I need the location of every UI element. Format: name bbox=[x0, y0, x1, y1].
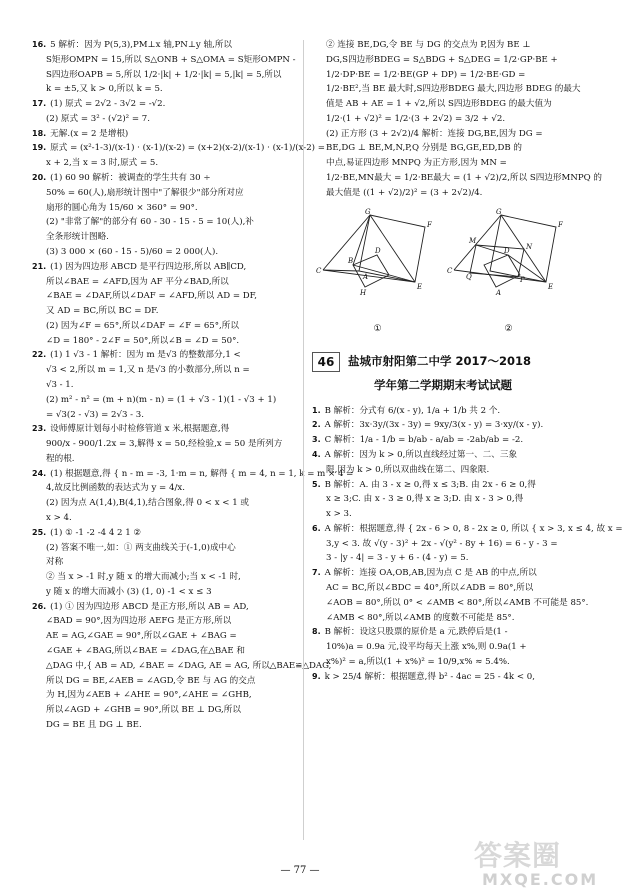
line-text: B 解析：设这只股票的原价是 a 元,跌停后是(1 - bbox=[324, 627, 508, 638]
line-text: 扇形的圆心角为 15/60 × 360° = 90°. bbox=[46, 202, 198, 213]
line-text: A 解析：连接 OA,OB,AB,因为点 C 是 AB 的中点,所以 bbox=[324, 568, 537, 579]
svg-text:C: C bbox=[447, 266, 453, 275]
line-text: 程的根. bbox=[46, 453, 75, 464]
line-text: (1) 因为四边形 ABCD 是平行四边形,所以 AB∥CD, bbox=[50, 261, 247, 272]
line-text: 值是 AB + AE = 1 + √2,所以 S四边形BDEG 的最大值为 bbox=[326, 99, 552, 110]
line-text: △DAG 中,{ AB = AD, ∠BAE = ∠DAG, AE = AG, 所以△BAE≌△DAG, bbox=[46, 660, 332, 671]
text-line bbox=[32, 408, 294, 423]
line-text: (1) 根据题意,得 { n - m = -3, 1·m = n, 解得 { m = 4, n = 1, k = m × 4 = bbox=[50, 468, 354, 479]
text-line bbox=[32, 156, 294, 171]
line-text: S四边形OAPB = 5,所以 1/2·|k| + 1/2·|k| = 5,|k| = 5,所以 bbox=[46, 69, 282, 80]
question-number: 3. bbox=[312, 435, 321, 445]
svg-text:H: H bbox=[360, 288, 367, 297]
text-line bbox=[312, 171, 602, 186]
line-text: 1/2·DP·BE = 1/2·BE(GP + DP) = 1/2·BE·GD = bbox=[326, 69, 526, 80]
line-text: DG,S四边形BDEG = S△BDG + S△DEG = 1/2·GP·BE + bbox=[326, 54, 558, 65]
line-text: (2) 原式 = 3² - (√2)² = 7. bbox=[46, 113, 150, 124]
text-line bbox=[32, 570, 294, 585]
section-header bbox=[312, 352, 574, 372]
question-number: 5. bbox=[312, 479, 321, 489]
text-line bbox=[32, 644, 294, 659]
text-line bbox=[312, 82, 581, 97]
line-text: A 解析：根据题意,得 { 2x - 6 > 0, 8 - 2x ≥ 0, 所以 { x > 3, x ≤ 4, 故 x = bbox=[324, 523, 623, 534]
question-number: 1. bbox=[312, 405, 321, 415]
svg-text:F: F bbox=[558, 220, 563, 229]
text-line bbox=[32, 600, 294, 615]
line-text: 3 - |y - 4| = 3 - y + 6 - (4 - y) = 5. bbox=[326, 553, 469, 564]
text-line bbox=[32, 378, 294, 393]
line-text: y 随 x 的增大而减小 (3) (1, 0) -1 < x ≤ 3 bbox=[46, 586, 212, 597]
line-text: x ≥ 3;C. 由 x - 3 ≥ 0,得 x ≥ 3;D. 由 x - 3 > 0,得 bbox=[326, 494, 524, 505]
question-number: 21. bbox=[32, 261, 47, 271]
line-text: (2) 正方形 (3 + 2√2)/4 解析：连接 DG,BE,因为 DG = bbox=[326, 128, 543, 139]
watermark-url: MXQE.COM bbox=[482, 870, 599, 889]
line-text: x + 2,当 x = 3 时,原式 = 5. bbox=[46, 158, 159, 169]
svg-text:C: C bbox=[316, 266, 322, 275]
line-text: (2) 因为∠F = 65°,所以∠DAF = ∠F = 65°,所以 bbox=[46, 320, 239, 331]
text-line bbox=[32, 659, 332, 674]
svg-text:A: A bbox=[363, 272, 369, 281]
svg-text:G: G bbox=[365, 207, 371, 216]
line-text: 1/2·BE,MN最大 = 1/2·BE最大 = (1 + √2)/2,所以 S四边形MNPQ 的 bbox=[326, 173, 602, 184]
line-text: 所以∠BAE = ∠AFD,因为 AF 平分∠BAD,所以 bbox=[46, 276, 229, 287]
text-line bbox=[312, 611, 574, 626]
square-geometry-diagram-1 bbox=[315, 207, 440, 317]
text-line bbox=[312, 112, 574, 127]
line-text: (2) 因为点 A(1,4),B(4,1),结合图象,得 0 < x < 1 或 bbox=[46, 498, 250, 509]
text-line bbox=[32, 526, 294, 541]
text-line bbox=[312, 625, 574, 640]
line-text: (1) 60 90 解析：被调查的学生共有 30 ÷ bbox=[50, 173, 211, 184]
text-line bbox=[312, 478, 574, 493]
right-column bbox=[312, 38, 623, 684]
text-line bbox=[32, 68, 294, 83]
line-text: 5 解析：因为 P(5,3),PM⊥x 轴,PN⊥y 轴,所以 bbox=[50, 40, 233, 50]
page-number: — 77 — bbox=[280, 865, 320, 876]
text-line bbox=[32, 141, 325, 156]
line-text: ∠BAE = ∠DAF,所以∠DAF = ∠AFD,所以 AD = DF, bbox=[46, 291, 258, 302]
figure-1-caption: ① bbox=[373, 324, 382, 335]
text-line bbox=[312, 404, 574, 419]
text-line bbox=[32, 245, 294, 260]
svg-text:N: N bbox=[526, 242, 533, 251]
section-title-line2: 学年第二学期期末考试试题 bbox=[374, 377, 512, 392]
svg-text:M: M bbox=[469, 236, 477, 245]
line-text: 最大值是 ((1 + √2)/2)² = (3 + 2√2)/4. bbox=[326, 187, 483, 198]
line-text: A 解析：因为 k > 0,所以直线经过第一、二、三象 bbox=[324, 449, 518, 460]
text-line bbox=[32, 82, 294, 97]
line-text: 900/x - 900/1.2x = 3,解得 x = 50,经检验,x = 50 是所列方 bbox=[46, 439, 283, 450]
line-text: k = ±5,又 k > 0,所以 k = 5. bbox=[46, 84, 163, 95]
line-text: (1) 1 √3 - 1 解析：因为 m 是√3 的整数部分,1 < bbox=[50, 350, 241, 361]
text-line bbox=[312, 156, 574, 171]
line-text: k > 25/4 解析：根据题意,得 b² - 4ac = 25 - 4k < 0, bbox=[324, 671, 535, 682]
line-text: 限,因为 k > 0,所以双曲线在第二、四象限. bbox=[326, 464, 490, 475]
line-text: (2) 答案不唯一,如：① 两支曲线关于(-1,0)成中心 bbox=[46, 542, 236, 553]
line-text: √3 < 2,所以 m = 1,又 n 是√3 的小数部分,所以 n = bbox=[46, 365, 250, 376]
right-column-bottom bbox=[312, 404, 623, 685]
svg-text:E: E bbox=[548, 282, 554, 291]
text-line bbox=[32, 674, 294, 689]
text-line bbox=[32, 614, 294, 629]
text-line bbox=[32, 511, 294, 526]
text-line bbox=[312, 463, 574, 478]
text-line bbox=[312, 97, 574, 112]
right-column-top bbox=[312, 38, 602, 201]
figure-1 bbox=[315, 207, 440, 338]
svg-text:D: D bbox=[375, 246, 381, 255]
text-line bbox=[32, 629, 294, 644]
text-line bbox=[32, 541, 294, 556]
svg-text:G: G bbox=[496, 207, 502, 216]
text-line bbox=[312, 640, 574, 655]
column-divider bbox=[303, 40, 304, 840]
question-number: 23. bbox=[32, 424, 47, 434]
text-line bbox=[32, 363, 294, 378]
line-text: C 解析：1/a - 1/b = b/ab - a/ab = -2ab/ab = -2. bbox=[324, 435, 524, 446]
text-line bbox=[32, 422, 294, 437]
text-line bbox=[312, 433, 574, 448]
text-line bbox=[32, 215, 294, 230]
text-line bbox=[312, 655, 574, 670]
text-line bbox=[312, 448, 574, 463]
text-line bbox=[32, 452, 294, 467]
text-line bbox=[312, 670, 574, 685]
question-number: 2. bbox=[312, 420, 321, 430]
line-text: AE = AG,∠GAE = 90°,所以∠GAE + ∠BAG = bbox=[46, 631, 237, 642]
text-line bbox=[312, 522, 623, 537]
line-text: ∠GAE + ∠BAG,所以∠BAE = ∠DAG,在△BAE 和 bbox=[46, 646, 245, 657]
text-line bbox=[312, 537, 574, 552]
watermark-logo bbox=[474, 832, 599, 889]
question-number: 19. bbox=[32, 143, 47, 153]
line-text: (1) 原式 = 2√2 - 3√2 = -√2. bbox=[50, 99, 166, 110]
text-line bbox=[312, 581, 574, 596]
line-text: ∠BAD = 90°,因为四边形 AEFG 是正方形,所以 bbox=[46, 616, 232, 627]
text-line bbox=[312, 551, 574, 566]
line-text: (2) m² - n² = (m + n)(m - n) = (1 + √3 - 1)(1 - √3 + 1) bbox=[46, 394, 277, 405]
line-text: 无解.(x = 2 是增根) bbox=[50, 128, 129, 139]
question-number: 20. bbox=[32, 173, 47, 183]
line-text: ∠AMB < 80°,所以∠AMB 的度数不可能是 85°. bbox=[326, 612, 515, 623]
svg-text:A: A bbox=[496, 288, 502, 297]
line-text: 所以∠AGD + ∠GHB = 90°,所以 BE ⊥ DG,所以 bbox=[46, 705, 241, 716]
line-text: 10%)a = 0.9a 元,设平均每天上涨 x%,则 0.9a(1 + bbox=[326, 642, 527, 653]
text-line bbox=[32, 97, 294, 112]
text-line bbox=[32, 304, 294, 319]
line-text: x%)² = a,所以(1 + x%)² = 10/9,x% ≈ 5.4%. bbox=[326, 656, 510, 667]
line-text: B 解析：A. 由 3 - x ≥ 0,得 x ≤ 3;B. 由 2x - 6 ≥ 0,得 bbox=[324, 479, 536, 490]
text-line bbox=[312, 492, 574, 507]
text-line bbox=[312, 53, 574, 68]
svg-text:B: B bbox=[348, 256, 354, 265]
line-text: ∠D = 180° - 2∠F = 50°,所以∠B = ∠D = 50°. bbox=[46, 335, 240, 346]
watermark-text: 答案圈 bbox=[474, 839, 562, 872]
text-line bbox=[312, 38, 574, 53]
line-text: DG = BE 且 DG ⊥ BE. bbox=[46, 719, 142, 730]
text-line bbox=[32, 496, 294, 511]
line-text: BE,DG ⊥ BE,M,N,P,Q 分别是 BG,GE,ED,DB 的 bbox=[326, 143, 522, 154]
line-text: x > 4. bbox=[46, 513, 72, 523]
text-line bbox=[32, 289, 294, 304]
svg-text:E: E bbox=[417, 282, 423, 291]
svg-text:Q: Q bbox=[466, 272, 472, 281]
question-number: 9. bbox=[312, 671, 321, 681]
section-title-line1: 盐城市射阳第二中学 2017～2018 bbox=[348, 353, 532, 368]
line-text: 50% = 60(人),扇形统计图中"了解很少"部分所对应 bbox=[46, 187, 244, 198]
text-line bbox=[312, 596, 589, 611]
line-text: 所以 DG = BE,∠AEB = ∠AGD,令 BE 与 AG 的交点 bbox=[46, 675, 256, 686]
line-text: 4,故反比例函数的表达式为 y = 4/x. bbox=[46, 483, 185, 494]
text-line bbox=[32, 230, 294, 245]
line-text: AC = BC,所以∠BDC = 40°,所以∠ADB = 80°,所以 bbox=[326, 582, 534, 593]
line-text: A 解析：3x·3y/(3x - 3y) = 9xy/3(x - y) = 3·xy/(x - y). bbox=[324, 420, 544, 431]
question-number: 18. bbox=[32, 128, 47, 138]
text-line bbox=[32, 467, 354, 482]
line-text: 设师傅原计划每小时检修管道 x 米,根据题意,得 bbox=[50, 424, 230, 435]
question-number: 7. bbox=[312, 568, 321, 578]
line-text: 中点,易证四边形 MNPQ 为正方形,因为 MN = bbox=[326, 158, 507, 169]
text-line bbox=[32, 186, 294, 201]
svg-text:F: F bbox=[427, 220, 432, 229]
line-text: ② 当 x > -1 时,y 随 x 的增大而减小;当 x < -1 时, bbox=[46, 572, 241, 583]
section-number: 46 bbox=[312, 352, 340, 372]
line-text: x > 3. bbox=[326, 509, 352, 520]
line-text: (3) 3 000 × (60 - 15 - 5)/60 = 2 000(人). bbox=[46, 246, 219, 257]
text-line bbox=[32, 260, 294, 275]
question-number: 24. bbox=[32, 468, 47, 478]
question-number: 17. bbox=[32, 99, 47, 109]
text-line bbox=[312, 186, 574, 201]
question-number: 4. bbox=[312, 449, 321, 459]
text-line bbox=[32, 688, 294, 703]
geometry-figures bbox=[312, 207, 574, 338]
line-text: (2) "非常了解"的部分有 60 - 30 - 15 - 5 = 10(人),补 bbox=[46, 217, 254, 228]
text-line bbox=[32, 393, 294, 408]
text-line bbox=[32, 348, 294, 363]
question-number: 8. bbox=[312, 627, 321, 637]
text-line bbox=[32, 53, 294, 68]
text-line bbox=[32, 334, 294, 349]
line-text: (1) ① -1 -2 -4 4 2 1 ② bbox=[50, 527, 142, 538]
text-line bbox=[312, 68, 574, 83]
text-line bbox=[32, 585, 294, 600]
figure-2 bbox=[446, 207, 571, 338]
line-text: ② 连接 BE,DG,令 BE 与 DG 的交点为 P,因为 BE ⊥ bbox=[326, 40, 531, 50]
line-text: 全条形统计图略. bbox=[46, 232, 109, 243]
line-text: 1/2·BE²,当 BE 最大时,S四边形BDEG 最大,四边形 BDEG 的最大 bbox=[326, 84, 581, 95]
square-geometry-diagram-2 bbox=[446, 207, 571, 317]
line-text: B 解析：分式有 6/(x - y), 1/a + 1/b 共 2 个. bbox=[324, 405, 501, 416]
line-text: S矩形OMPN = 15,所以 S△ONB + S△OMA = S矩形OMPN - bbox=[46, 54, 296, 65]
svg-text:P: P bbox=[520, 275, 525, 284]
line-text: 原式 = (x²-1-3)/(x-1) · (x-1)/(x-2) = (x+2)(x-2)/(x-1) · (x-1)/(x-2) = bbox=[50, 143, 325, 154]
line-text: (1) ① 因为四边形 ABCD 是正方形,所以 AB = AD, bbox=[50, 601, 249, 612]
text-line bbox=[32, 319, 294, 334]
text-line bbox=[32, 112, 294, 127]
question-number: 6. bbox=[312, 523, 321, 533]
text-line bbox=[312, 566, 574, 581]
line-text: 1/2·(1 + √2)² = 1/2·(3 + 2√2) = 3/2 + √2. bbox=[326, 113, 506, 124]
line-text: 3,y < 3. 故 √(y - 3)² + 2x - √(y² - 8y + 16) = 6 - y - 3 = bbox=[326, 538, 558, 549]
text-line bbox=[32, 437, 294, 452]
text-line bbox=[312, 507, 574, 522]
text-line bbox=[32, 718, 294, 733]
text-line bbox=[32, 127, 294, 142]
question-number: 16. bbox=[32, 40, 47, 49]
line-text: = √3(2 - √3) = 2√3 - 3. bbox=[46, 409, 145, 420]
text-line bbox=[312, 418, 574, 433]
text-line bbox=[32, 38, 294, 53]
line-text: 为 H,因为∠AEB + ∠AHE = 90°,∠AHE = ∠GHB, bbox=[46, 690, 252, 701]
svg-text:D: D bbox=[504, 246, 510, 255]
line-text: ∠AOB = 80°,所以 0° < ∠AMB < 80°,所以∠AMB 不可能是 85°. bbox=[326, 597, 589, 608]
text-line bbox=[312, 141, 574, 156]
question-number: 26. bbox=[32, 601, 47, 611]
question-number: 25. bbox=[32, 527, 47, 537]
text-line bbox=[32, 703, 294, 718]
figure-2-caption: ② bbox=[504, 324, 513, 335]
text-line bbox=[32, 171, 294, 186]
text-line bbox=[32, 275, 294, 290]
text-line bbox=[312, 127, 574, 142]
text-line bbox=[32, 481, 294, 496]
text-line bbox=[32, 201, 294, 216]
line-text: 对称 bbox=[46, 557, 64, 568]
line-text: 又 AD = BC,所以 BC = DF. bbox=[46, 306, 159, 317]
line-text: √3 - 1. bbox=[46, 379, 74, 390]
text-line bbox=[32, 555, 294, 570]
question-number: 22. bbox=[32, 350, 47, 360]
